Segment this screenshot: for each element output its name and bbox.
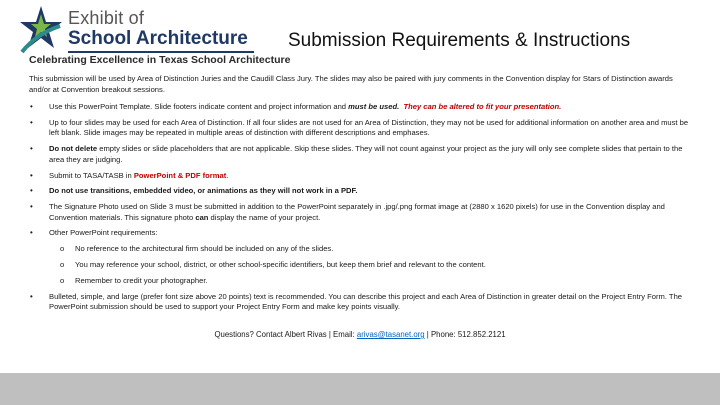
page-title: Submission Requirements & Instructions (288, 30, 631, 51)
tagline: Celebrating Excellence in Texas School Architecture (29, 54, 291, 66)
list-item: • The Signature Photo used on Slide 3 must be submitted in addition to the PowerPoint separately in .jpg/.png format image at (2880 x 1620 pixels) for use in the Convention display and Convention materials. This signature photo can display the name of your project. (30, 202, 665, 222)
list-item: • Do not use transitions, embedded video, or animations as they will not work in a PDF. (30, 186, 358, 196)
list-item: • Use this PowerPoint Template. Slide footers indicate content and project information and must be used. They can be altered to fit your presentation. (30, 102, 562, 111)
list-item: • Bulleted, simple, and large (prefer font size above 20 points) text is recommended. You can describe this project and each Area of Distinction in greater detail on the Project Entry Form. The PowerPoint submission should be used to support your Project Entry Form and make key points visually. (30, 291, 683, 312)
sub-bullet: o (60, 244, 65, 254)
bullet: • (30, 202, 33, 212)
bullet: • (30, 291, 33, 301)
sub-list-item: o You may reference your school, district, or other school-specific identifiers, but keep them brief and relevant to the content. (60, 260, 486, 270)
bullet: • (30, 102, 33, 111)
contact-line: Questions? Contact Albert Rivas | Email: arivas@tasanet.org | Phone: 512.852.2121 (214, 330, 506, 339)
sub-bullet: o (60, 275, 65, 285)
star-logo-icon (18, 4, 64, 56)
logo-underline (68, 51, 254, 53)
list-item: • Other PowerPoint requirements: (30, 228, 158, 238)
sub-list-item: o No reference to the architectural firm should be included on any of the slides. (60, 244, 334, 254)
bullet: • (30, 117, 33, 127)
footer-bar (0, 373, 720, 405)
logo-school-text: School Architecture (68, 28, 248, 49)
requirements-list (29, 102, 693, 318)
bullet: • (30, 144, 33, 154)
intro-paragraph: This submission will be used by Area of Distinction Juries and the Caudill Class Jury. The slides may also be paired with jury comments in the Convention display for Stars of Distinction awards and/or at Convention breakout sessions. (29, 74, 673, 94)
logo-exhibit-text: Exhibit of (68, 8, 145, 28)
sub-list-item: o Remember to credit your photographer. (60, 275, 208, 285)
list-item: • Submit to TASA/TASB in PowerPoint & PDF format. (30, 170, 229, 180)
sub-bullet: o (60, 260, 65, 270)
list-item: • Up to four slides may be used for each Area of Distinction. If all four slides are not used for an Area of Distinction, they may not be used for additional information on another area and must be left blank. Slide images may be repeated in multiple areas of distinction with different descriptions and emphases. (30, 117, 689, 138)
list-item: • Do not delete empty slides or slide placeholders that are not applicable. Skip these slides. They will not count against your project as the jury will only see complete slides that pertain to the area they are judging. (30, 144, 683, 164)
bullet: • (30, 170, 33, 180)
bullet: • (30, 228, 33, 238)
bullet: • (30, 186, 33, 196)
email-link[interactable]: arivas@tasanet.org (356, 330, 425, 339)
